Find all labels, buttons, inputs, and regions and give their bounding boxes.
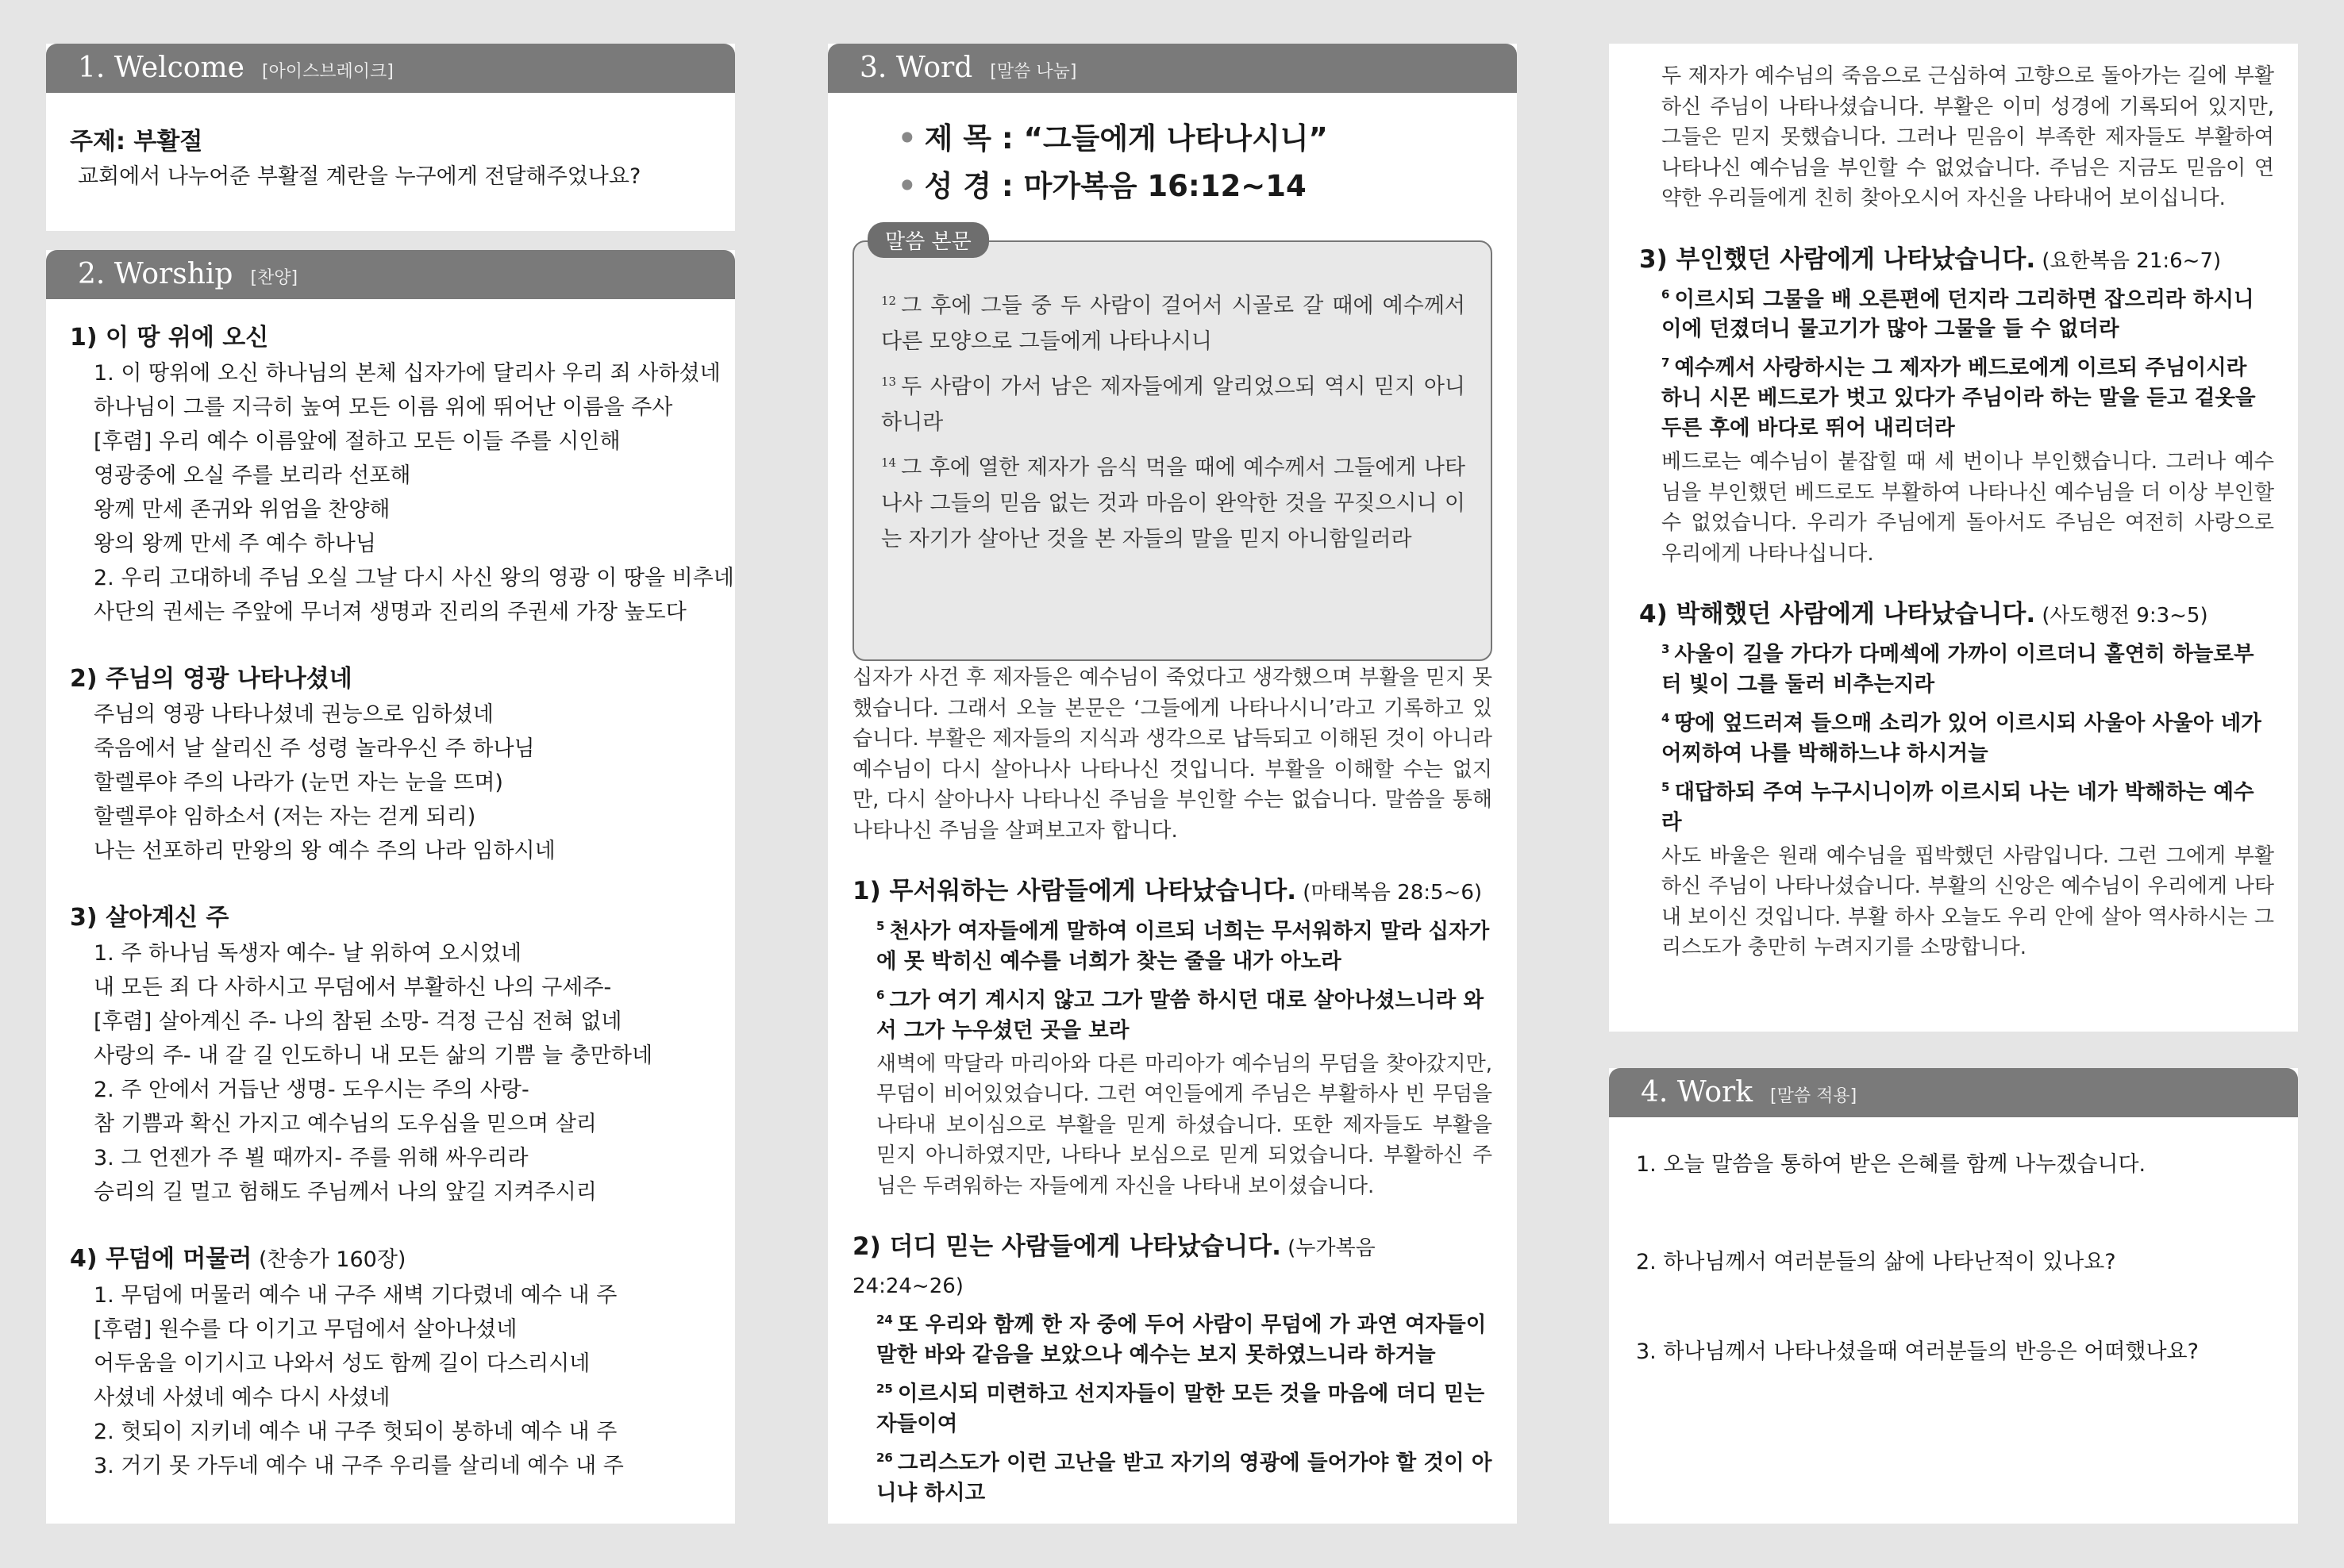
bullet-dot: • — [898, 169, 917, 203]
verse-number: 7 — [1661, 355, 1670, 371]
point-verse — [1661, 772, 2274, 838]
song-title: 2) 주님의 영광 나타나셨네 — [70, 665, 352, 693]
song-title: 3) 살아계신 주 — [70, 904, 229, 932]
work-subheading: [말씀 적용] — [1770, 1086, 1857, 1106]
verse-number: 3 — [1661, 642, 1670, 657]
point-heading: 2) 더디 믿는 사람들에게 나타났습니다. — [853, 1232, 1281, 1262]
song-line: 참 기쁨과 확신 가지고 예수님의 도우심을 믿으며 살리 — [94, 1112, 597, 1136]
point-ref: (요한복음 21:6~7) — [2035, 248, 2222, 273]
song-hymn-ref: (찬송가 160장) — [252, 1247, 406, 1272]
point-ref: (마태복음 28:5~6) — [1296, 881, 1483, 905]
verse-number: 6 — [876, 987, 885, 1002]
verse-number: 24 — [876, 1312, 893, 1328]
welcome-panel — [46, 44, 735, 231]
scripture-box — [853, 240, 1492, 661]
work-question: 1. 오늘 말씀을 통하여 받은 은혜를 함께 나누겠습니다. — [1636, 1152, 2146, 1177]
sermon-point — [1639, 241, 2274, 570]
verse-number: 25 — [876, 1381, 893, 1396]
word-header — [828, 44, 1517, 93]
sermon-scripture: 성 경 : 마가복음 16:12~14 — [924, 169, 1307, 203]
verse-text: 대답하되 주여 누구시니이까 이르시되 나는 네가 박해하는 예수라 — [1661, 779, 2254, 835]
sermon-point — [853, 873, 1492, 1201]
point-verse — [1661, 634, 2274, 700]
song-block — [70, 900, 711, 1209]
song-line: 주님의 영광 나타나셨네 권능으로 임하셨네 — [94, 702, 494, 727]
song-block — [70, 320, 734, 629]
sermon-title-line — [898, 115, 1328, 163]
point-text: 새벽에 막달라 마리아와 다른 마리아가 예수님의 무덤을 찾아갔지만, 무덤이 비어있었습니다. 그런 여인들에게 주님은 부활하사 빈 무덤을 나타내 보이심으로 부활을 믿게 하셨습니다. 또한 제자들도 부활을 믿지 아니하였지만, 나타나 보심으로 믿게 되었습니다. 부활하신 주님은 두려워하는 자들에게 자신을 나타내 보이셨습니다. — [876, 1051, 1492, 1198]
song-line: 죽음에서 날 살리신 주 성령 놀라우신 주 하나님 — [94, 736, 535, 761]
song-line: [후렴] 살아계신 주- 나의 참된 소망- 걱정 근심 전혀 없네 — [94, 1009, 622, 1034]
verse-number: 26 — [876, 1450, 893, 1465]
verse-text: 천사가 여자들에게 말하여 이르되 너희는 무서워하지 말라 십자가에 못 박히신 예수를 너희가 찾는 줄을 내가 아노라 — [876, 918, 1490, 974]
point-text: 사도 바울은 원래 예수님을 핍박했던 사람입니다. 그런 그에게 부활하신 주님이 나타나셨습니다. 부활의 신앙은 예수님이 우리에게 나타내 보이신 것입니다. 부활 하사 오늘도 우리 안에 살아 역사하시는 그리스도가 충만히 누려지기를 소망합니다. — [1661, 844, 2274, 960]
song-line: 할렐루야 주의 나라가 (눈먼 자는 눈을 뜨며) — [94, 771, 503, 795]
welcome-header — [46, 44, 735, 93]
verse-text: 그가 여기 계시지 않고 그가 말씀 하시던 대로 살아나셨느니라 와서 그가 누우셨던 곳을 보라 — [876, 987, 1484, 1043]
word-heading: 3. Word — [860, 52, 973, 84]
work-heading: 4. Work — [1641, 1076, 1753, 1109]
sermon-title: 제 목 : “그들에게 나타나시니” — [924, 121, 1328, 156]
point-verse — [876, 980, 1492, 1046]
song-line: 내 모든 죄 다 사하시고 무덤에서 부활하신 나의 구세주- — [94, 975, 612, 1000]
verse-number: 14 — [881, 455, 897, 470]
welcome-question: 교회에서 나누어준 부활절 계란을 누구에게 전달해주었나요? — [78, 164, 641, 189]
verse-text: 땅에 엎드러져 들으매 소리가 있어 이르시되 사울아 사울아 네가 어찌하여 나를 박해하느냐 하시거늘 — [1661, 710, 2261, 766]
point-title — [853, 1228, 1492, 1305]
verse-text: 사울이 길을 가다가 다메섹에 가까이 이르더니 홀연히 하늘로부터 빛이 그를 둘러 비추는지라 — [1661, 641, 2254, 697]
point-verse — [1661, 703, 2274, 769]
song-block — [70, 1241, 711, 1483]
song-title: 1) 이 땅 위에 오신 — [70, 324, 269, 352]
verse-text: 그 후에 열한 제자가 음식 먹을 때에 예수께서 그들에게 나타나사 그들의 믿음 없는 것과 마음이 완악한 것을 꾸짖으시니 이는 자기가 살아난 것을 본 자들의 말을 믿지 아니함일러라 — [881, 455, 1465, 551]
point-verse — [876, 1374, 1492, 1439]
welcome-topic: 주제: 부활절 — [70, 128, 203, 156]
work-question: 2. 하나님께서 여러분들의 삶에 나타난적이 있나요? — [1636, 1250, 2116, 1274]
verse-text: 이르시되 미련하고 선지자들이 말한 모든 것을 마음에 더디 믿는 자들이여 — [876, 1381, 1485, 1436]
song-title-text: 4) 무덤에 머물러 — [70, 1245, 252, 1273]
verse-number: 6 — [1661, 286, 1670, 302]
song-line: 3. 그 언젠가 주 뵐 때까지- 주를 위해 싸우리라 — [94, 1146, 529, 1170]
sermon-meta — [898, 115, 1328, 210]
work-panel — [1609, 1068, 2298, 1524]
continued-text: 두 제자가 예수님의 죽음으로 근심하여 고향으로 돌아가는 길에 부활하신 주님이 나타나셨습니다. 부활은 이미 성경에 기록되어 있지만, 그들은 믿지 못했습니다. 그러나 믿음이 부족한 제자들도 부활하여 나타나신 예수님을 부인할 수 없었습니다. 주님은 지금도 믿음이 연약한 우리들에게 친히 찾아오시어 자신을 나타내어 보이십니다. — [1661, 64, 2274, 210]
verse-number: 5 — [1661, 779, 1670, 794]
work-header — [1609, 1068, 2298, 1117]
verse-text: 그 후에 그들 중 두 사람이 걸어서 시골로 갈 때에 예수께서 다른 모양으로 그들에게 나타나시니 — [881, 294, 1465, 354]
worship-header — [46, 250, 735, 299]
verse-number: 13 — [881, 375, 897, 389]
box-verse — [881, 364, 1465, 440]
song-line: 2. 우리 고대하네 주님 오실 그날 다시 사신 왕의 영광 이 땅을 비추네 — [94, 566, 734, 590]
point-verse — [1661, 348, 2274, 444]
point-heading: 4) 박해했던 사람에게 나타났습니다. — [1639, 600, 2036, 629]
song-line: 2. 헛되이 지키네 예수 내 구주 헛되이 봉하네 예수 내 주 — [94, 1420, 618, 1444]
song-line: [후렴] 원수를 다 이기고 무덤에서 살아나셨네 — [94, 1317, 518, 1342]
word-continued-panel — [1609, 44, 2298, 1032]
verse-text: 두 사람이 가서 남은 제자들에게 알리었으되 역시 믿지 아니하니라 — [881, 375, 1465, 435]
song-line: 2. 주 안에서 거듭난 생명- 도우시는 주의 사랑- — [94, 1078, 529, 1102]
sermon-point — [853, 1228, 1492, 1508]
point-title — [1639, 241, 2274, 279]
box-verse — [881, 283, 1465, 359]
sermon-intro: 십자가 사건 후 제자들은 예수님이 죽었다고 생각했으며 부활을 믿지 못했습니다. 그래서 오늘 본문은 ‘그들에게 나타나시니’라고 기록하고 있습니다. 부활은 제자들의 지식과 생각으로 납득되고 이해된 것이 아니라 예수님이 다시 살아나사 나타나신 것입니다. 부활을 이해할 수는 없지만, 다시 살아나사 나타나신 주님을 부인할 수는 없습니다. 말씀을 통해 나타나신 주님을 살펴보고자 합니다. — [853, 666, 1492, 843]
point-ref: (누가복음 24:24~26) — [853, 1236, 1376, 1299]
song-line: 사셨네 사셨네 예수 다시 사셨네 — [94, 1385, 391, 1410]
verse-number: 12 — [881, 294, 897, 308]
work-question: 3. 하나님께서 나타나셨을때 여러분들의 반응은 어떠했나요? — [1636, 1339, 2199, 1364]
verse-text: 이르시되 그물을 배 오른편에 던지라 그리하면 잡으리라 하시니 이에 던졌더니 물고기가 많아 그물을 들 수 없더라 — [1661, 286, 2254, 342]
song-line: 3. 거기 못 가두네 예수 내 구주 우리를 살리네 예수 내 주 — [94, 1454, 624, 1478]
point-verse — [1661, 279, 2274, 345]
box-verse — [881, 445, 1465, 557]
song-line: 할렐루야 임하소서 (저는 자는 걷게 되리) — [94, 805, 476, 829]
worship-panel — [46, 250, 735, 1524]
verse-text: 예수께서 사랑하시는 그 제자가 베드로에게 이르되 주님이시라 하니 시몬 베드로가 벗고 있다가 주님이라 하는 말을 듣고 겉옷을 두른 후에 바다로 뛰어 내리더라 — [1661, 355, 2256, 441]
verse-number: 5 — [876, 919, 885, 933]
song-block — [70, 661, 711, 868]
song-title — [70, 1241, 711, 1278]
song-line: 어두움을 이기시고 나와서 성도 함께 길이 다스리시네 — [94, 1351, 591, 1376]
point-title — [1639, 596, 2274, 634]
point-title — [853, 873, 1492, 911]
song-line: 왕의 왕께 만세 주 예수 하나님 — [94, 532, 376, 556]
song-line: [후렴] 우리 예수 이름앞에 절하고 모든 이들 주를 시인해 — [94, 429, 621, 454]
sermon-point — [1639, 596, 2274, 963]
point-text: 베드로는 예수님이 붙잡힐 때 세 번이나 부인했습니다. 그러나 예수님을 부인했던 베드로도 부활하여 나타나신 예수님을 더 이상 부인할 수 없었습니다. 우리가 주님에게 돌아서도 주님은 여전히 사랑으로 우리에게 나타나십니다. — [1661, 450, 2274, 566]
song-line: 하나님이 그를 지극히 높여 모든 이름 위에 뛰어난 이름을 주사 — [94, 395, 673, 420]
point-verse — [876, 911, 1492, 977]
point-verse — [876, 1443, 1492, 1508]
point-ref: (사도행전 9:3~5) — [2035, 604, 2208, 628]
song-line: 나는 선포하리 만왕의 왕 예수 주의 나라 임하시네 — [94, 839, 556, 863]
word-panel — [828, 44, 1517, 1524]
point-heading: 3) 부인했던 사람에게 나타났습니다. — [1639, 244, 2036, 274]
song-line: 사랑의 주- 내 갈 길 인도하니 내 모든 삶의 기쁨 늘 충만하네 — [94, 1043, 653, 1068]
welcome-heading: 1. Welcome — [78, 52, 244, 84]
song-line: 승리의 길 멀고 험해도 주님께서 나의 앞길 지켜주시리 — [94, 1180, 597, 1205]
word-subheading: [말씀 나눔] — [990, 62, 1077, 82]
verse-text: 그리스도가 이런 고난을 받고 자기의 영광에 들어가야 할 것이 아니냐 하시고 — [876, 1450, 1492, 1505]
bullet-dot: • — [898, 121, 917, 156]
song-line: 왕께 만세 존귀와 위엄을 찬양해 — [94, 498, 391, 522]
welcome-subheading: [아이스브레이크] — [261, 62, 394, 82]
point-verse — [876, 1305, 1492, 1370]
song-line: 1. 주 하나님 독생자 예수- 날 위하여 오시었네 — [94, 941, 522, 966]
song-line: 사단의 권세는 주앞에 무너져 생명과 진리의 주권세 가장 높도다 — [94, 600, 687, 625]
song-line: 영광중에 오실 주를 보리라 선포해 — [94, 463, 411, 488]
song-line: 1. 이 땅위에 오신 하나님의 본체 십자가에 달리사 우리 죄 사하셨네 — [94, 361, 721, 386]
point-heading: 1) 무서워하는 사람들에게 나타났습니다. — [853, 877, 1297, 905]
scripture-box-tag: 말씀 본문 — [868, 222, 989, 258]
verse-number: 4 — [1661, 710, 1670, 725]
song-line: 1. 무덤에 머물러 예수 내 구주 새벽 기다렸네 예수 내 주 — [94, 1283, 618, 1308]
verse-text: 또 우리와 함께 한 자 중에 두어 사람이 무덤에 가 과연 여자들이 말한 바와 같음을 보았으나 예수는 보지 못하였느니라 하거늘 — [876, 1312, 1487, 1367]
worship-heading: 2. Worship — [78, 258, 233, 290]
sermon-scripture-line — [898, 163, 1328, 210]
worship-subheading: [찬양] — [250, 268, 298, 288]
